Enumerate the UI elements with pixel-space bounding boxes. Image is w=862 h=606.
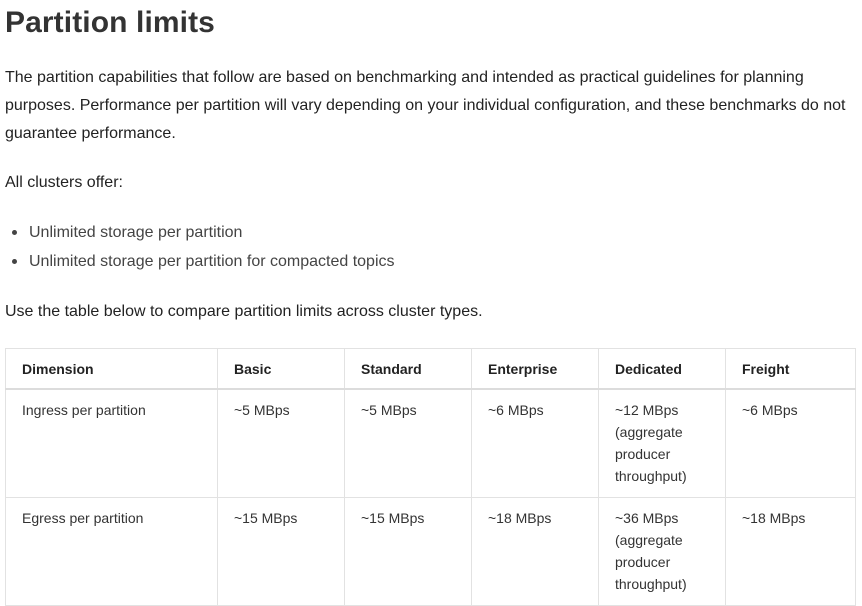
all-clusters-text: All clusters offer:	[5, 174, 123, 191]
cell-dimension: Egress per partition	[6, 498, 218, 606]
cell-basic: ~15 MBps	[218, 498, 345, 606]
cell-enterprise: ~18 MBps	[472, 498, 599, 606]
bullet-icon	[12, 230, 17, 235]
header-dedicated: Dedicated	[599, 349, 726, 390]
list-item	[5, 247, 395, 276]
header-enterprise: Enterprise	[472, 349, 599, 390]
table-intro-text: Use the table below to compare partition limits across cluster types.	[5, 303, 483, 320]
table-row	[6, 498, 856, 606]
header-standard: Standard	[345, 349, 472, 390]
cell-dimension: Ingress per partition	[6, 389, 218, 498]
table-row	[6, 389, 856, 498]
cell-dedicated: ~12 MBps (aggregate producer throughput)	[599, 389, 726, 498]
features-list	[5, 218, 395, 276]
page-title: Partition limits	[5, 6, 215, 39]
list-item-text: Unlimited storage per partition for compacted topics	[29, 253, 395, 270]
cell-standard: ~15 MBps	[345, 498, 472, 606]
table-header-row	[6, 349, 856, 390]
intro-paragraph: The partition capabilities that follow are based on benchmarking and intended as practical guidelines for planning purposes. Performance per partition will vary depending on your individual configuration, and these benchmarks do not guarantee performance.	[5, 69, 846, 142]
header-freight: Freight	[726, 349, 856, 390]
partition-limits-table	[5, 348, 856, 606]
header-dimension: Dimension	[6, 349, 218, 390]
cell-freight: ~6 MBps	[726, 389, 856, 498]
header-basic: Basic	[218, 349, 345, 390]
cell-basic: ~5 MBps	[218, 389, 345, 498]
cell-standard: ~5 MBps	[345, 389, 472, 498]
list-item	[5, 218, 395, 247]
list-item-text: Unlimited storage per partition	[29, 224, 243, 241]
cell-enterprise: ~6 MBps	[472, 389, 599, 498]
bullet-icon	[12, 259, 17, 264]
cell-dedicated: ~36 MBps (aggregate producer throughput)	[599, 498, 726, 606]
cell-freight: ~18 MBps	[726, 498, 856, 606]
